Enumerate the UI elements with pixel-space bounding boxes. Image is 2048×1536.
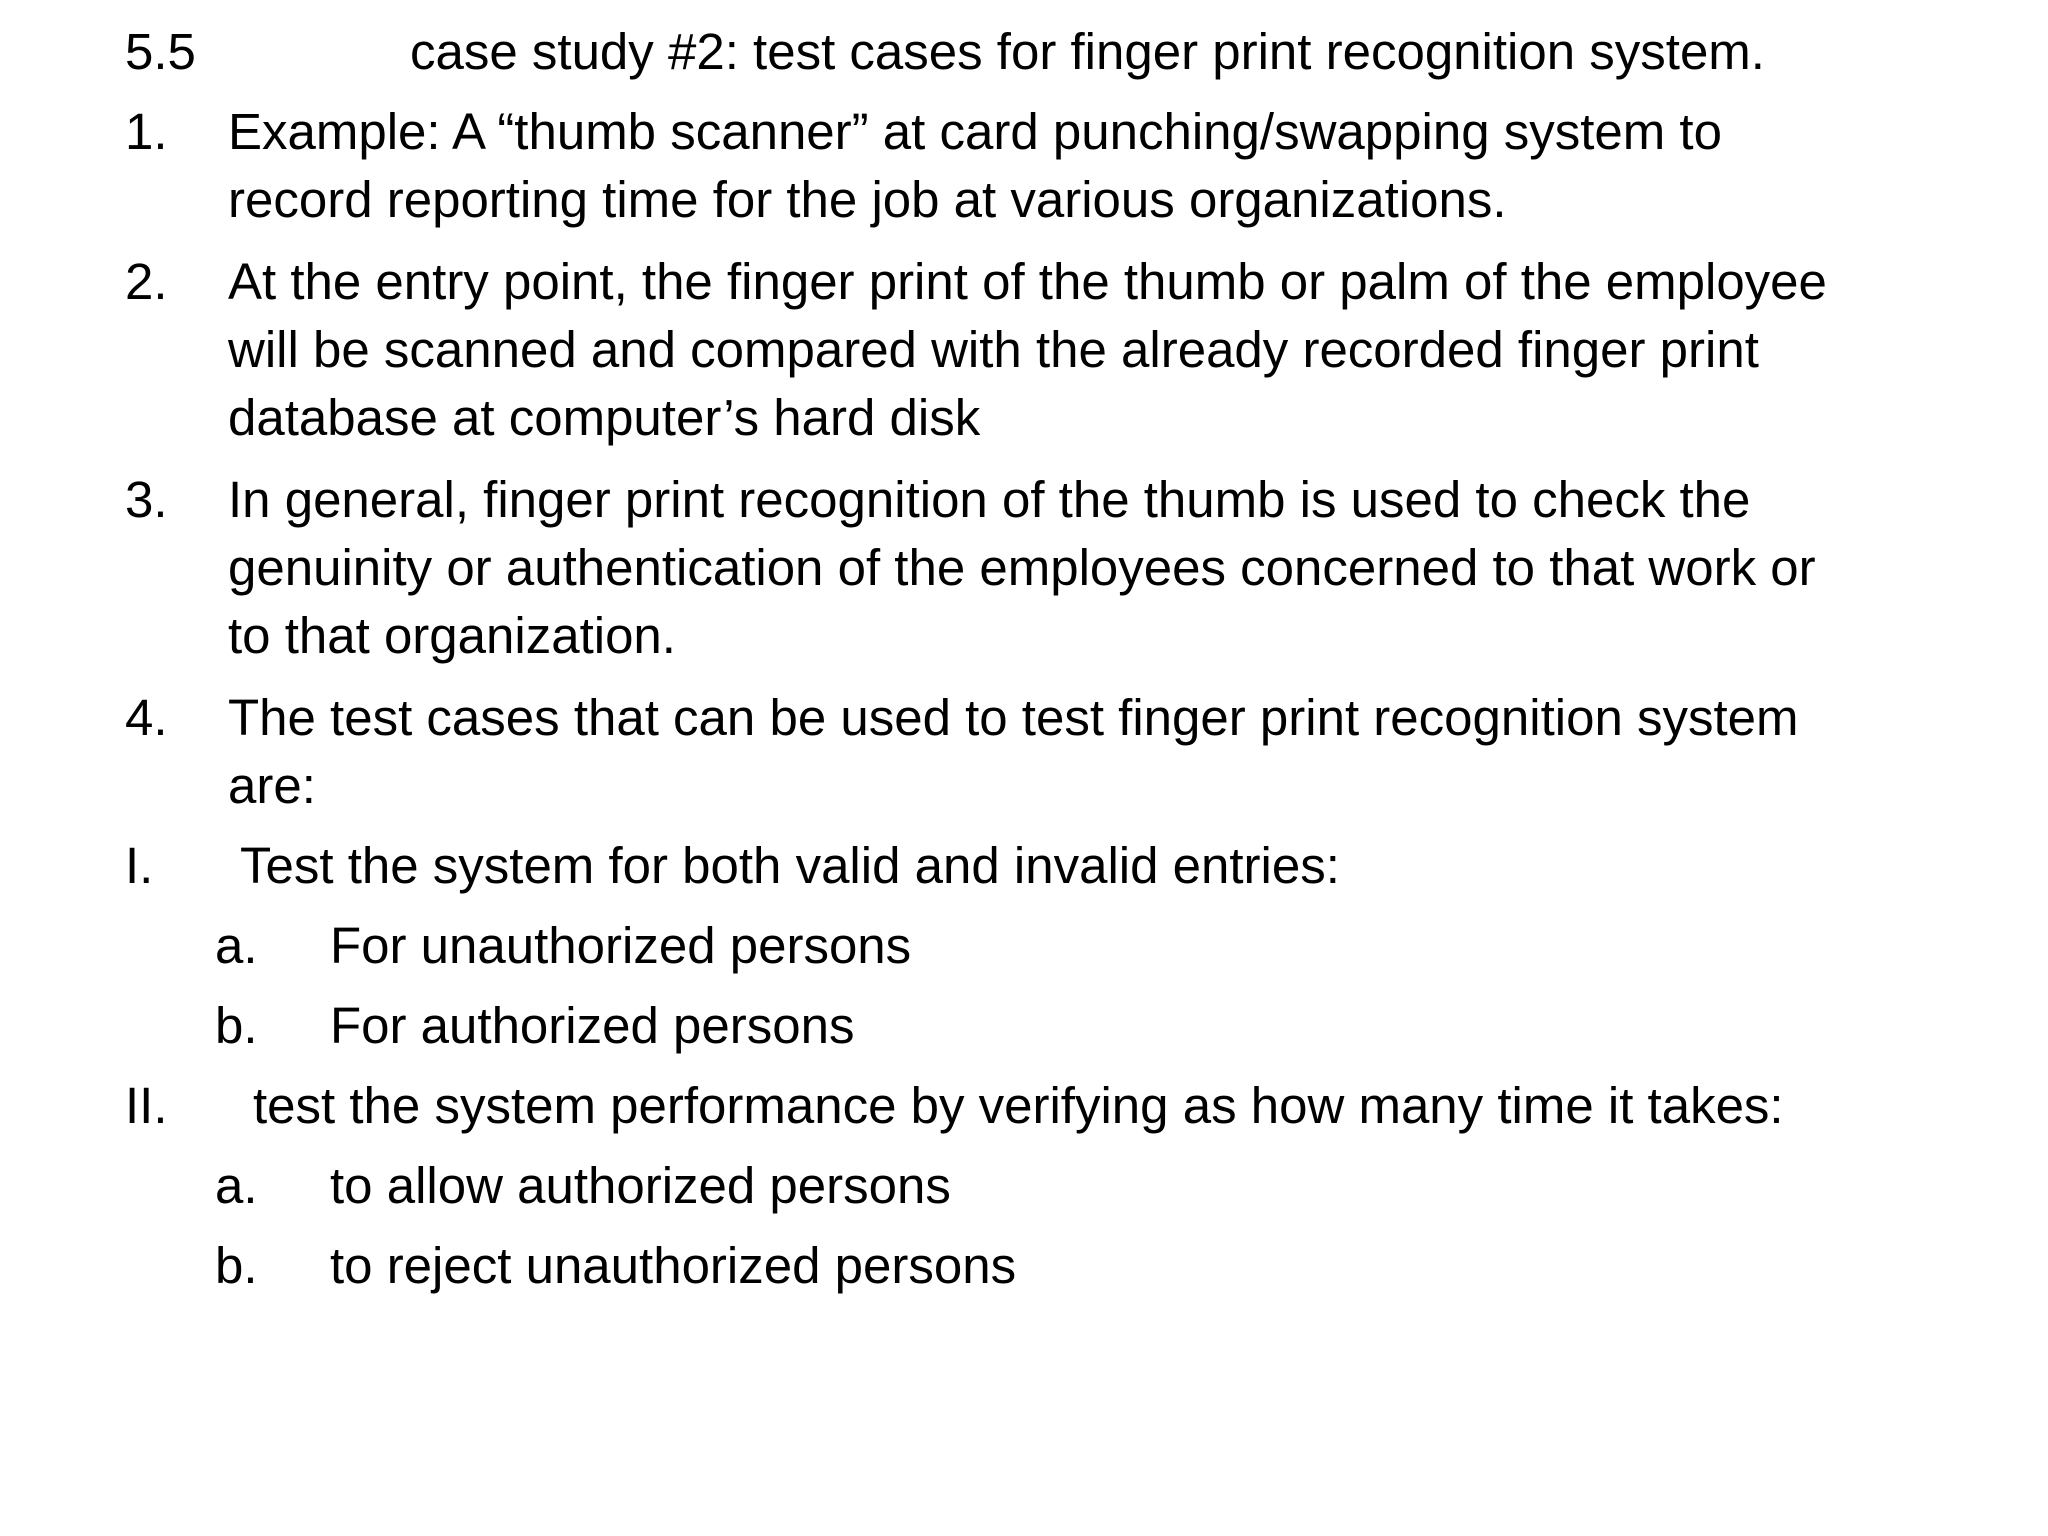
item-1-line-2: record reporting time for the job at various organizations. [228,171,1507,228]
item-2-line-1: At the entry point, the finger print of the thumb or palm of the employee [228,253,1827,310]
roman-2-marker: II. [125,1077,168,1134]
roman-2-sub-a-text: to allow authorized persons [330,1157,951,1214]
roman-1-sub-a-text: For unauthorized persons [330,917,912,974]
item-2-marker: 2. [125,253,168,310]
roman-1-sub-b-marker: b. [215,997,258,1054]
item-4-line-1: The test cases that can be used to test finger print recognition system [228,689,1799,746]
item-2-line-3: database at computer’s hard disk [228,389,981,446]
roman-2-sub-b-text: to reject unauthorized persons [330,1237,1017,1294]
roman-1-sub-a-marker: a. [215,917,258,974]
item-3-marker: 3. [125,471,168,528]
item-3-line-1: In general, finger print recognition of the thumb is used to check the [228,471,1751,528]
item-1-line-1: Example: A “thumb scanner” at card punching/swapping system to [228,103,1722,160]
heading-number: 5.5 [125,23,196,80]
item-3-line-2: genuinity or authentication of the employees concerned to that work or [228,539,1816,596]
roman-2-text: test the system performance by verifying as how many time it takes: [253,1077,1784,1134]
item-4-marker: 4. [125,689,168,746]
roman-2-sub-a-marker: a. [215,1157,258,1214]
item-4-line-2: are: [228,757,316,814]
item-3-line-3: to that organization. [228,607,676,664]
item-2-line-2: will be scanned and compared with the already recorded finger print [228,321,1759,378]
heading-title: case study #2: test cases for finger print recognition system. [410,23,1765,80]
roman-1-marker: I. [125,837,154,894]
roman-2-sub-b-marker: b. [215,1237,258,1294]
roman-1-sub-b-text: For authorized persons [330,997,855,1054]
item-1-marker: 1. [125,103,168,160]
roman-1-text: Test the system for both valid and invalid entries: [240,837,1340,894]
